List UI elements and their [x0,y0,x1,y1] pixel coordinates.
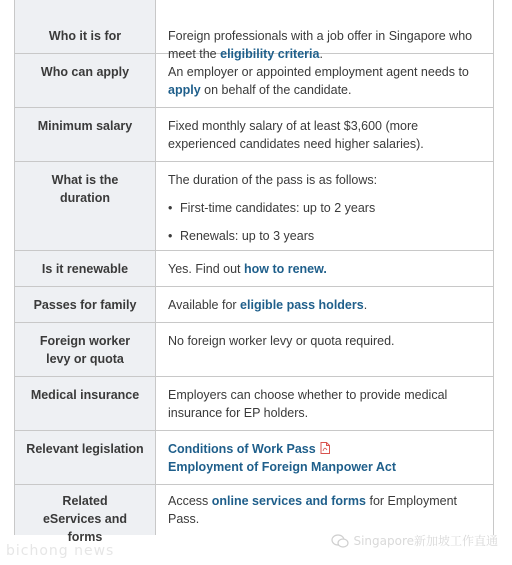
table-row [15,323,493,377]
watermark-left: bichong news [6,543,115,559]
table-row [15,251,493,287]
row-label: Foreign worker levy or quota [15,323,156,376]
table-row [15,108,493,162]
value-text: . [363,298,368,312]
watermark-right [331,532,498,549]
row-label: Related eServices and forms [15,485,156,535]
duration-list [168,199,481,245]
row-value [156,0,493,61]
table-row [15,287,493,323]
duration-intro: The duration of the pass is as follows: [168,173,378,187]
wechat-icon [331,534,349,548]
row-label: Who can apply [15,54,156,107]
row-label: What is the duration [15,162,156,250]
row-label: Who it is for [15,0,156,53]
value-text: for Employment Pass. [168,494,458,526]
row-label: Medical insurance [15,377,156,430]
table-row [15,54,493,108]
pdf-icon [320,442,330,454]
row-value [156,162,493,250]
eligibility-criteria-link[interactable]: eligibility criteria [220,47,320,61]
how-to-renew-link[interactable]: how to renew. [243,262,327,276]
row-label: Is it renewable [15,251,156,286]
row-value: No foreign worker levy or quota required. [168,334,395,348]
row-label: Passes for family [15,287,156,322]
watermark-text: Singapore新加坡工作直通 [353,534,498,548]
row-label: Relevant legislation [15,431,156,484]
row-value [156,54,493,107]
row-value [156,485,493,535]
table-row [15,377,493,431]
value-text: Yes. Find out [168,262,244,276]
row-value [156,251,493,286]
table-row [15,0,493,61]
row-value: Fixed monthly salary of at least $3,600 (more experienced candidates need higher salaries). [168,119,424,151]
value-text: on behalf of the candidate. [200,83,352,97]
online-services-link[interactable]: online services and forms [211,494,366,508]
list-item: • First-time candidates: up to 2 years [168,199,481,217]
apply-link[interactable]: apply [168,83,201,97]
table-row [15,162,493,251]
conditions-of-work-pass-link[interactable]: Conditions of Work Pass [168,442,316,456]
row-value [156,431,493,484]
table-row [15,431,493,485]
row-value: Employers can choose whether to provide medical insurance for EP holders. [168,388,448,420]
value-text: Access [168,494,212,508]
value-text: An employer or appointed employment agent needs to [168,65,469,79]
list-item: • Renewals: up to 3 years [168,227,481,245]
value-text: Foreign professionals with a job offer in Singapore who meet the [168,29,473,61]
employment-of-foreign-manpower-act-link[interactable]: Employment of Foreign Manpower Act [168,460,397,474]
eligible-pass-holders-link[interactable]: eligible pass holders [240,298,364,312]
row-value [156,287,493,322]
value-text: . [319,47,323,61]
row-label: Minimum salary [15,108,156,161]
value-text: Available for [168,298,241,312]
